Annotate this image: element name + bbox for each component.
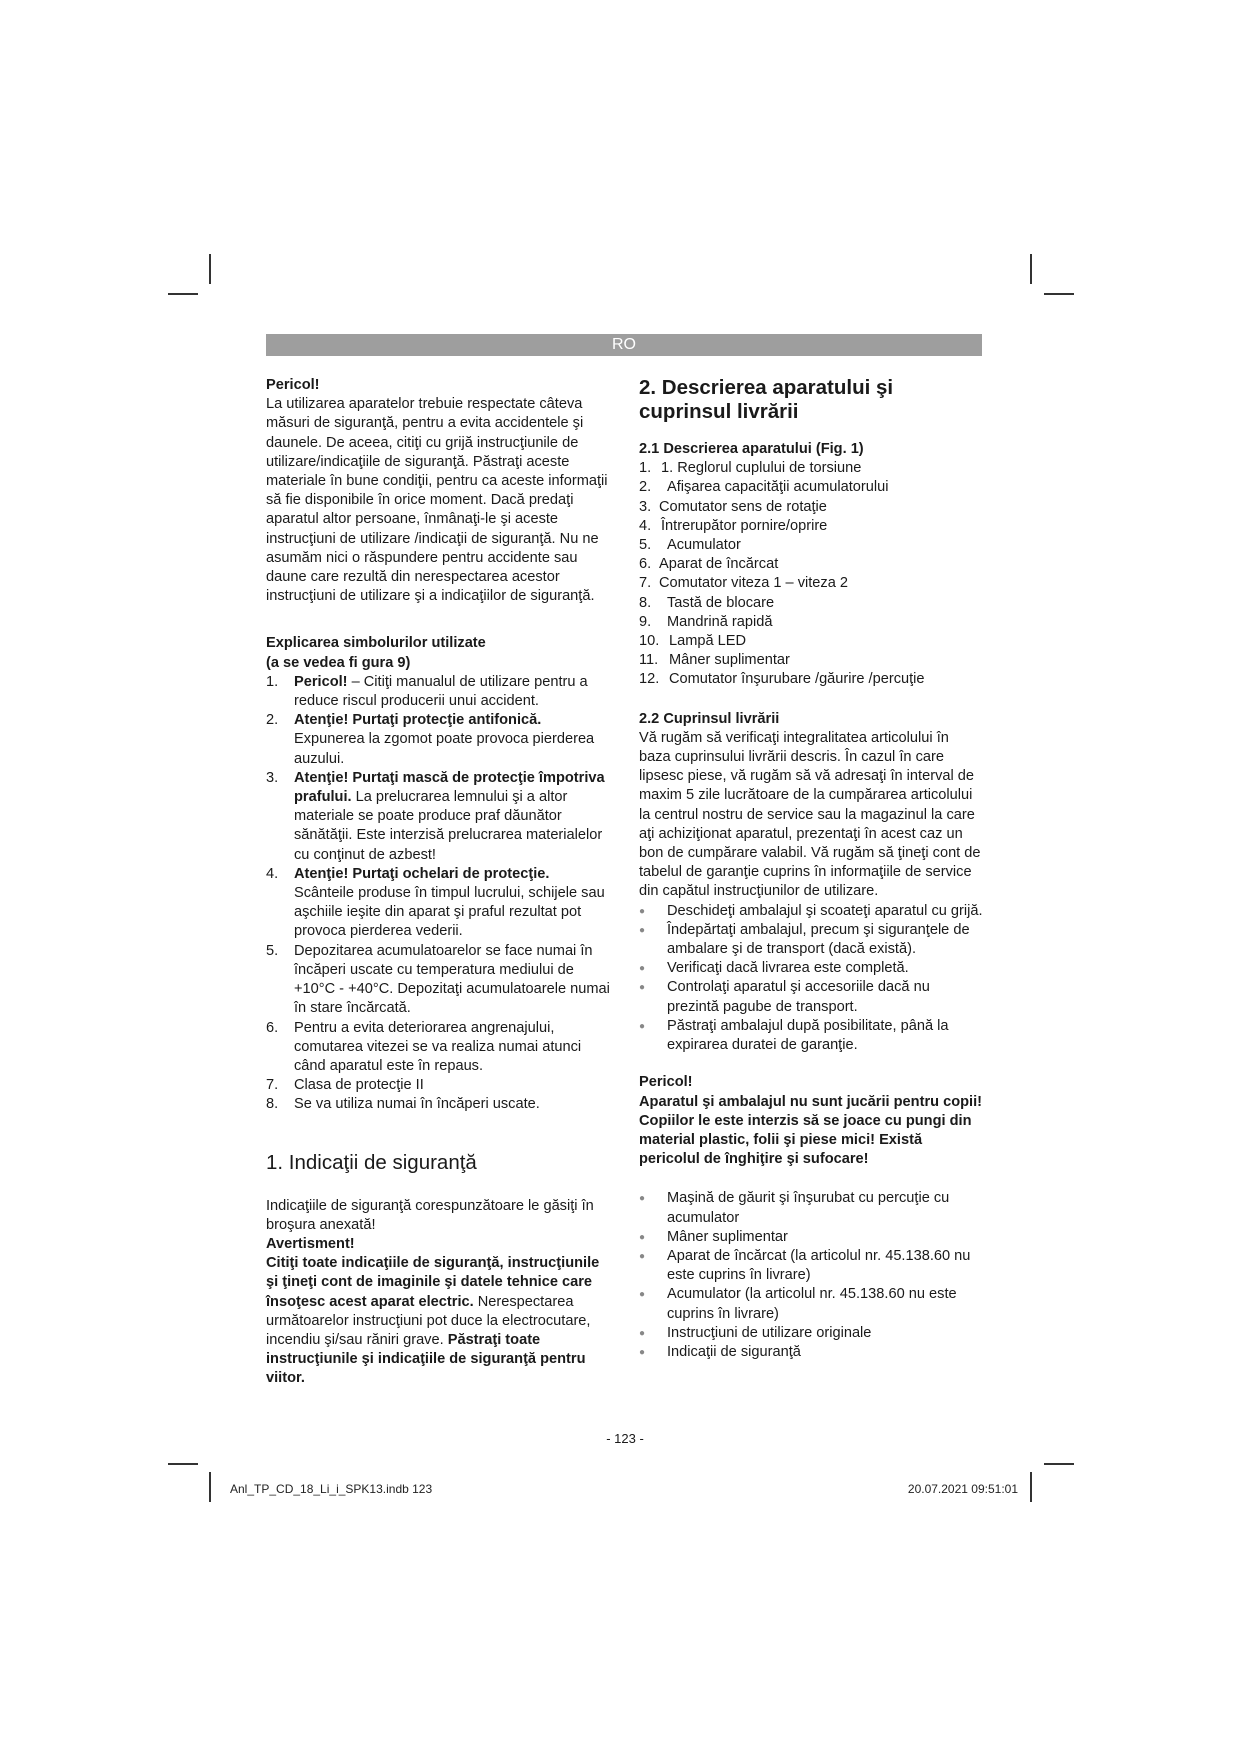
symbol-text: Expunerea la zgomot poate provoca pierderea auzului. (294, 731, 595, 767)
part-label: Aparat de încărcat (659, 556, 779, 573)
part-item (639, 478, 984, 497)
crop-mark (168, 1463, 198, 1465)
symbol-number: 6. (266, 1019, 279, 1036)
symbol-item (266, 942, 611, 1019)
content-item: ● Acumulator (la articolul nr. 45.138.60 nu este cuprins în livrare) (639, 1285, 984, 1323)
part-item (639, 651, 984, 670)
symbol-number: 5. (266, 942, 279, 959)
part-number: 4. (639, 517, 652, 534)
unpacking-step: ● Deschideţi ambalajul şi scoateţi aparatul cu grijă. (639, 902, 984, 921)
delivery-contents (639, 1189, 984, 1362)
part-item (639, 536, 984, 555)
unpacking-step: ● Controlaţi aparatul şi accesoriile dacă nu prezintă pagube de transport. (639, 978, 984, 1016)
part-label: 1. Reglorul cuplului de torsiune (661, 460, 862, 477)
part-label: Comutator înşurubare /găurire /percuţie (669, 671, 925, 688)
symbol-item (266, 865, 611, 942)
language-header: RO (266, 334, 982, 356)
crop-mark (209, 254, 211, 284)
content-item: ● Mâner suplimentar (639, 1228, 984, 1247)
scope-title: 2.2 Cuprinsul livrării (639, 710, 780, 727)
symbol-bold: Atenţie! Purtaţi protecţie antifonică. (294, 712, 542, 729)
part-label: Comutator viteza 1 – viteza 2 (659, 575, 848, 592)
part-item (639, 498, 984, 517)
crop-mark (1044, 1463, 1074, 1465)
symbols-title: Explicarea simbolurilor utilizate (266, 635, 486, 652)
symbol-number: 7. (266, 1077, 279, 1094)
part-number: 3. (639, 498, 652, 515)
section-2-heading: 2. Descrierea aparatului şi cuprinsul livrării (639, 376, 894, 423)
symbol-item (266, 1019, 611, 1077)
symbol-bold: Pericol! (294, 673, 348, 690)
part-label: Întrerupător pornire/oprire (661, 517, 828, 534)
symbol-text: Se va utiliza numai în încăperi uscate. (294, 1096, 540, 1113)
safety-heading: 1. Indicaţii de siguranţă (266, 1150, 477, 1174)
symbol-text: – Citiţi manualul de utilizare pentru a reduce riscul producerii unui accident. (294, 673, 588, 710)
device-description-title: 2.1 Descrierea aparatului (Fig. 1) (639, 441, 864, 457)
left-column (266, 376, 611, 1389)
content-item: ● Instrucţiuni de utilizare originale (639, 1324, 984, 1343)
content-item: ● Indicaţii de siguranţă (639, 1343, 984, 1362)
right-column (639, 376, 984, 1362)
symbol-number: 2. (266, 712, 279, 729)
part-item (639, 594, 984, 613)
symbol-bold: Atenţie! Purtaţi ochelari de protecţie. (294, 865, 550, 882)
page-number: - 123 - (606, 1431, 644, 1446)
symbol-item (266, 711, 611, 769)
crop-mark (1030, 254, 1032, 284)
symbol-number: 1. (266, 673, 279, 690)
pericol-title: Pericol! (266, 377, 320, 393)
symbol-text: Pentru a evita deteriorarea angrenajului, comutarea vitezei se va realiza numai atunci când aparatul este în repaus. (294, 1019, 582, 1074)
part-number: 8. (639, 594, 652, 611)
part-number: 2. (639, 479, 652, 496)
part-number: 1. (639, 460, 652, 477)
part-item (639, 459, 984, 478)
part-number: 12. (639, 671, 660, 688)
symbol-number: 4. (266, 865, 279, 882)
footer-datetime: 20.07.2021 09:51:01 (907, 1482, 1018, 1496)
symbol-text: Clasa de protecţie II (294, 1077, 424, 1094)
part-label: Tastă de blocare (667, 594, 775, 611)
warning-text (266, 1254, 611, 1388)
warning-normal: Nerespectarea următoarelor instrucţiuni pot duce la electrocutare, incendiu şi/sau răniri grave. (266, 1293, 591, 1348)
part-number: 11. (639, 652, 659, 669)
symbol-number: 8. (266, 1096, 279, 1113)
symbol-bold: Atenţie! Purtaţi mască de protecţie împotriva prafului. (294, 769, 605, 806)
part-number: 6. (639, 556, 652, 573)
crop-mark (1030, 1472, 1032, 1502)
content-item: ● Aparat de încărcat (la articolul nr. 45.138.60 nu este cuprins în livrare) (639, 1247, 984, 1285)
part-number: 9. (639, 613, 652, 630)
crop-mark (209, 1472, 211, 1502)
pericol-right-title: Pericol! (639, 1074, 693, 1091)
part-label: Afişarea capacităţii acumulatorului (667, 479, 889, 496)
unpacking-step: ● Verificaţi dacă livrarea este completă. (639, 959, 984, 978)
part-item (639, 670, 984, 689)
symbol-text: Depozitarea acumulatoarelor se face numai în încăperi uscate cu temperatura mediului de +10°C - +40°C. Depozitaţi acumulatoarele numai în stare încărcată. (294, 942, 610, 1017)
part-number: 7. (639, 575, 652, 592)
crop-mark (168, 293, 198, 295)
part-item (639, 517, 984, 536)
part-item (639, 613, 984, 632)
symbol-item (266, 673, 611, 711)
avertisment-title: Avertisment! (266, 1235, 355, 1252)
warning-bold-2: Păstraţi toate instrucţiunile şi indicaţiile de siguranţă pentru viitor. (266, 1331, 586, 1387)
symbol-text: Scânteile produse în timpul lucrului, schijele sau aşchiile ieşite din aparat şi praful rezultat pot provoca pierderea vederii. (294, 885, 605, 940)
part-item (639, 555, 984, 574)
part-item (639, 574, 984, 593)
part-number: 5. (639, 537, 652, 554)
crop-mark (1044, 293, 1074, 295)
footer-filename: Anl_TP_CD_18_Li_i_SPK13.indb 123 (230, 1482, 433, 1496)
unpacking-step: ● Îndepărtaţi ambalajul, precum şi siguranţele de ambalare şi de transport (dacă există). (639, 921, 984, 959)
symbol-item (266, 1076, 611, 1095)
part-item (639, 632, 984, 651)
safety-intro: Indicaţiile de siguranţă corespunzătoare le găsiţi în broşura anexată! (266, 1197, 594, 1233)
scope-text: Vă rugăm să verificaţi integralitatea articolului în baza cuprinsului livrării descris. În cazul în care lipsesc piese, vă rugăm să vă adresaţi în interval de maxim 5 zile lucrătoare de la cumpărarea articolului la centrul nostru de service sau la magazinul la care aţi achiziţionat aparatul, prezentaţi în acest caz un bon de cumpărare valabil. Vă rugăm să ţineţi cont de tabelul de garanţie cuprins în informaţiile de service din capătul instrucţiunilor de utilizare. (639, 729, 981, 900)
part-label: Mandrină rapidă (667, 613, 773, 630)
unpacking-step: ● Păstraţi ambalajul după posibilitate, până la expirarea duratei de garanţie. (639, 1017, 984, 1055)
symbols-subtitle: (a se vedea fi gura 9) (266, 654, 411, 671)
symbol-text: La prelucrarea lemnului şi a altor materiale se poate produce praf dăunător sănătăţii. Este interzisă prelucrarea materialelor cu conţinut de azbest! (294, 789, 603, 863)
pericol-right-text: Aparatul şi ambalajul nu sunt jucării pentru copii! Copiilor le este interzis să se joace cu pungi din material plastic, folii şi piese mici! Există pericolul de înghiţire şi sufocare! (639, 1093, 983, 1168)
symbol-item (266, 1095, 611, 1114)
warning-bold-1: Citiţi toate indicaţiile de siguranţă, instrucţiunile şi ţineţi cont de imaginile şi datele tehnice care însoţesc acest aparat electric. (266, 1255, 600, 1310)
parts-list (639, 459, 984, 689)
content-item: ● Maşină de găurit şi înşurubat cu percuţie cu acumulator (639, 1189, 984, 1227)
symbols-list (266, 673, 611, 1115)
part-label: Lampă LED (669, 633, 747, 650)
part-label: Mâner suplimentar (669, 652, 790, 669)
symbol-number: 3. (266, 769, 279, 786)
unpacking-steps (639, 902, 984, 1056)
part-label: Comutator sens de rotaţie (659, 498, 827, 515)
symbol-item (266, 769, 611, 865)
part-label: Acumulator (667, 537, 741, 554)
part-number: 10. (639, 633, 660, 650)
pericol-text: La utilizarea aparatelor trebuie respectate câteva măsuri de siguranţă, pentru a evita accidentele şi daunele. De aceea, citiţi cu grijă instrucţiunile de utilizare/indicaţiile de siguranţă. Păstraţi aceste materiale în bune condiţii, pentru ca aceste informaţii să fie disponibile în orice moment. Dacă predaţi aparatul altor persoane, înmânaţi-le şi aceste instrucţiuni de utilizare /indicaţii de siguranţă. Nu ne asumăm nici o răspundere pentru accidente sau daune care rezultă din nerespectarea acestor instrucţiuni de utilizare şi a indicaţiilor de siguranţă. (266, 396, 608, 605)
